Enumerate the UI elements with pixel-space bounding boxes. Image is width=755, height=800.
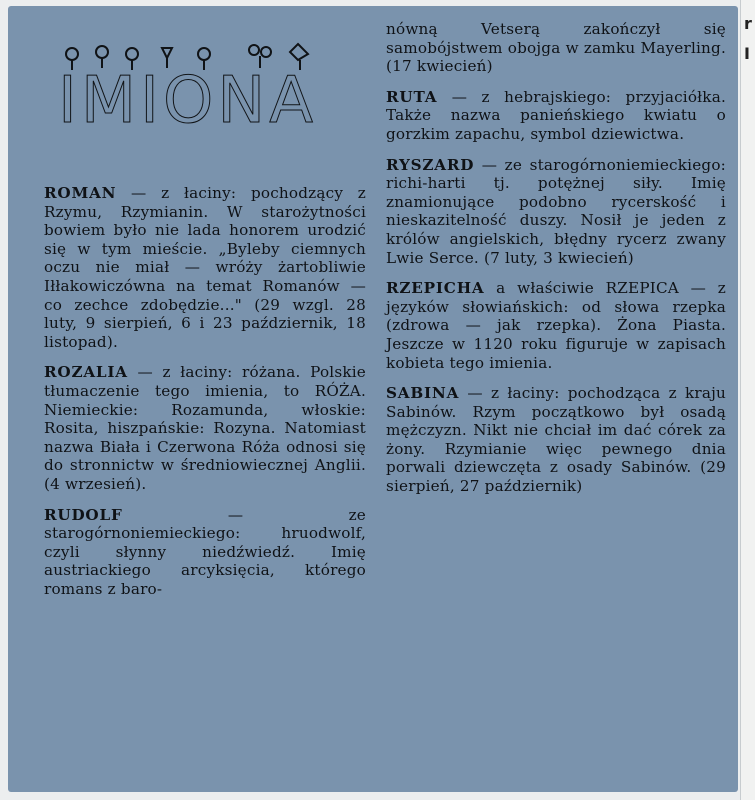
section-title: IMIONA <box>58 64 317 138</box>
entry-text: — z łaciny: pochodząca z kraju Sabinów. Rzym początkowo był osadą mężczyzn. Nikt nie chciał im dać córek za żony. Rzymianie więc pewnego dnia porwali dziewczęta z osady Sabinów. (29 sierpień, 27 październik) <box>386 384 726 496</box>
entry-text: a właściwie RZEPICA — z języków słowiańskich: od słowa rzepka (zdrowa — jak rzepka). Żona Piasta. Jeszcze w 1120 roku figuruje w zapisach kobieta tego imienia. <box>386 279 726 372</box>
names-column-box <box>8 6 738 792</box>
entry-name: RUDOLF <box>44 505 123 524</box>
entry-rudolf <box>44 506 366 599</box>
entry-name: SABINA <box>386 384 460 403</box>
column-right <box>386 20 726 496</box>
entry-text: nówną Vetserą zakończył się samobójstwem obojga w zamku Mayerling. (17 kwiecień) <box>386 20 726 76</box>
entry-rzepicha <box>386 279 726 372</box>
entry-name: RYSZARD <box>386 155 475 174</box>
entry-roman <box>44 184 366 351</box>
entry-ruta <box>386 88 726 144</box>
entry-sabina <box>386 384 726 496</box>
entry-text: — ze starogórnoniemieckiego: richi-harti tj. potężnej siły. Imię znamionujące podobno rycerskość i nieskazitelność duszy. Nosił je jeden z królów angielskich, błędny rycerz zwany Lwie Serce. (7 luty, 3 kwiecień) <box>386 155 726 267</box>
entry-rudolf-continued <box>386 20 726 76</box>
entry-ryszard <box>386 156 726 268</box>
entry-name: ROZALIA <box>44 363 128 382</box>
entry-text: — ze starogórnoniemieckiego: hruodwolf, czyli słynny niedźwiedź. Imię austriackiego arcyksięcia, którego romans z baro- <box>44 505 366 598</box>
entry-name: RUTA <box>386 87 438 106</box>
entry-text: — z hebrajskiego: przyjaciółka. Także nazwa panieńskiego kwiatu o gorzkim zapachu, symbol dziewictwa. <box>386 87 726 143</box>
entry-rozalia <box>44 363 366 493</box>
edge-letter-1: r <box>744 14 752 33</box>
adjacent-paper-edge <box>740 0 755 800</box>
edge-letter-2: I <box>744 44 750 63</box>
column-left <box>44 184 366 598</box>
entry-name: ROMAN <box>44 184 117 202</box>
entry-name: RZEPICHA <box>386 279 485 298</box>
entry-text: — z łaciny: pochodzący z Rzymu, Rzymianin. W starożytności bowiem było nie lada honorem urodzić się w tym mieście. „Byleby ciemnych oczu nie miał — wróży żartobliwie Iłłakowiczówna na temat Romanów — co zechce zdobędzie..." (29 wzgl. 28 luty, 9 sierpień, 6 i 23 październik, 18 listopad). <box>44 184 366 351</box>
entry-text: — z łaciny: różana. Polskie tłumaczenie tego imienia, to RÓŻA. Niemieckie: Rozamunda, włoskie: Rosita, hiszpańskie: Rozyna. Natomiast nazwa Biała i Czerwona Róża odnosi się do stronnictw w średniowiecznej Anglii. (4 wrzesień). <box>44 363 366 493</box>
